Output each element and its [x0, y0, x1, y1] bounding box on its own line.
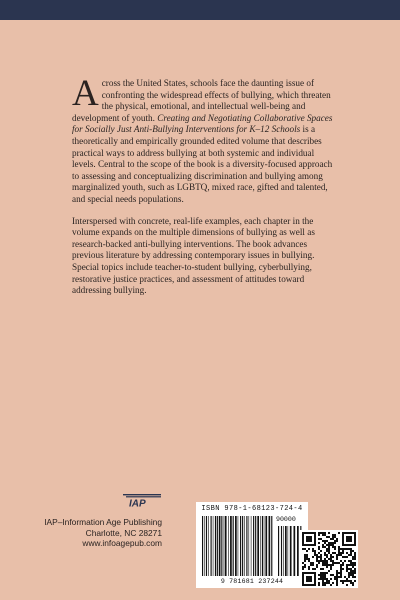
paragraph-1-end: is a theoretically and empirically grounded edited volume that describes practical ways to address bullying at both systemic and individual levels. Central to the scope of the book is a diversity-focused approach to assessing and conceptualizing discrimination and bullying among marginalized youth, such as LGBTQ, mixed race, gifted and talented, and special needs populations. [72, 124, 333, 204]
description-paragraph-2: Interspersed with concrete, real-life examples, each chapter in the volume expands on the multiple dimensions of bullying as well as research-backed anti-bullying interventions. The book advances previous literature by addressing contemporary issues in bullying. Special topics include teacher-to-student bullying, cyberbullying, restorative justice practices, and assessment of attitudes toward addressing bullying. [72, 215, 315, 296]
drop-cap: A [72, 73, 99, 114]
isbn-barcode [196, 502, 308, 588]
qr-code [300, 530, 358, 588]
iap-logo [123, 492, 161, 508]
publisher-info [44, 517, 162, 549]
ean-digits: 9 781681 237244 [220, 578, 284, 585]
description-paragraph-1 [72, 73, 334, 206]
book-title-inline: Creating and Negotiating Collaborative Spaces for Socially Just Anti-Bullying Interventions for K–12 Schools [72, 112, 333, 135]
logo-text: IAP [129, 498, 146, 508]
publisher-address: Charlotte, NC 28271 [85, 527, 162, 538]
isbn-label: ISBN 978-1-68123-724-4 [201, 505, 303, 513]
price-code: 90000 [276, 516, 296, 523]
barcode-bars [200, 516, 304, 578]
publisher-website: www.infoagepub.com [82, 538, 162, 548]
paragraph-1-intro: cross the United States, schools face the daunting issue of confronting the widespread effects of bullying, which threaten the physical, emotional, and intellectual well-being and development of youth. [72, 78, 331, 123]
back-cover-description [72, 73, 334, 297]
top-color-band [0, 0, 400, 20]
publisher-name: IAP–Information Age Publishing [44, 517, 162, 527]
